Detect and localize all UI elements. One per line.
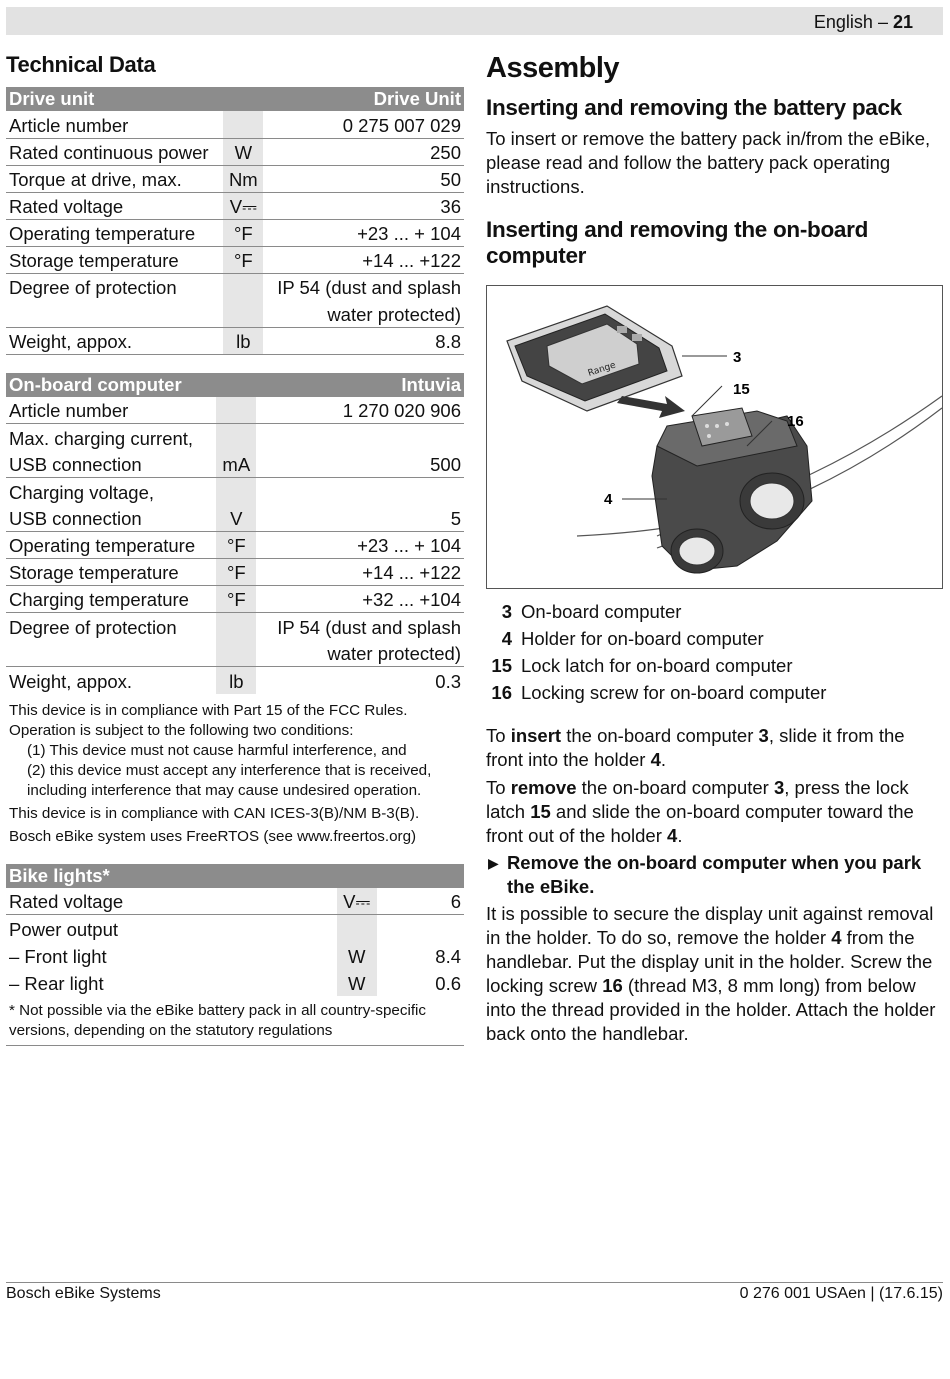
table-row (6, 424, 464, 451)
row-unit: mA (216, 451, 256, 478)
row-value: +14 ... +122 (263, 246, 464, 273)
row-unit: Nm (223, 165, 263, 192)
legend-text: Holder for on-board computer (521, 628, 764, 649)
callout-4: 4 (604, 491, 613, 508)
table-row (6, 138, 464, 165)
legend-text: Locking screw for on-board computer (521, 682, 827, 703)
table-row (6, 397, 464, 424)
fcc-intro: This device is in compliance with Part 15 of the FCC Rules. Operation is subject to the following two conditions: (9, 701, 408, 739)
row-value: 1 270 020 906 (256, 397, 464, 424)
footer-divider (6, 1282, 943, 1283)
display-range-text: Range (586, 360, 618, 379)
legend-item (486, 598, 943, 625)
callout-16: 16 (787, 413, 804, 430)
secure-instruction: It is possible to secure the display unit against removal in the holder. To do so, remove the holder 4 from the handlebar. Put the display unit in the holder. Screw the locking screw 16 (thread M3, 8 mm long) from below into the thread provided in the holder. Attach the holder back onto the handlebar. (486, 903, 936, 1044)
table-row (6, 667, 464, 694)
assembly-figure (486, 285, 943, 589)
insert-instruction: To insert the on-board computer 3, slide it from the front into the holder 4. (486, 725, 905, 770)
row-unit: lb (223, 327, 263, 354)
header-page-label (814, 12, 913, 33)
legend-item (486, 625, 943, 652)
row-unit: V⎓ (223, 192, 263, 219)
table-row-continued (6, 451, 464, 478)
table-row (6, 613, 464, 640)
row-value: IP 54 (dust and splash (277, 616, 461, 638)
row-value: 0 275 007 029 (263, 111, 464, 138)
row-label: Storage temperature (6, 559, 216, 586)
technical-data-title: Technical Data (6, 52, 156, 77)
header-language: English (813, 12, 873, 32)
table-row (6, 969, 464, 996)
row-value: +32 ... +104 (256, 586, 464, 613)
remove-instruction: To remove the on-board computer 3, press the lock latch 15 and slide the on-board computer toward the front out of the holder 4. (486, 777, 914, 846)
figure-legend (486, 598, 943, 706)
row-label: Article number (6, 111, 223, 138)
drive-unit-header-value: Drive Unit (263, 87, 464, 111)
page-number: 21 (892, 12, 913, 32)
computer-heading: Inserting and removing the on-board computer (486, 217, 869, 268)
footer-doc-id: 0 276 001 USAen | (17.6.15) (739, 1285, 943, 1302)
row-label: – Front light (9, 945, 107, 967)
fcc-condition-2: (2) this device must accept any interference that is received, including interference that may cause undesired operation. (27, 761, 432, 799)
footer-brand: Bosch eBike Systems (6, 1285, 161, 1302)
legend-text: Lock latch for on-board computer (521, 655, 793, 676)
fcc-condition-1: (1) This device must not cause harmful interference, and (27, 741, 407, 759)
row-unit (216, 397, 256, 424)
right-column (486, 52, 943, 1046)
table-row-continued (6, 505, 464, 532)
row-value: 8.8 (263, 327, 464, 354)
row-unit: °F (216, 559, 256, 586)
row-value: 8.4 (435, 945, 461, 967)
table-row (6, 888, 464, 915)
battery-text: To insert or remove the battery pack in/from the eBike, please read and follow the battery pack operating instructions. (486, 128, 931, 197)
ices-note: This device is in compliance with CAN ICES-3(B)/NM B-3(B). (9, 804, 420, 822)
row-label: Charging temperature (6, 586, 216, 613)
row-unit: V⎓ (337, 888, 377, 915)
table-row-continued (6, 640, 464, 667)
onboard-computer-table (6, 373, 464, 694)
row-value: 6 (377, 888, 464, 915)
row-unit: °F (216, 586, 256, 613)
row-unit (216, 613, 256, 640)
row-label: Power output (9, 918, 119, 940)
compliance-notes (6, 701, 464, 847)
row-value-continued: water protected) (263, 300, 464, 327)
legend-text: On-board computer (521, 601, 682, 622)
row-label: Torque at drive, max. (6, 165, 223, 192)
table-row (6, 165, 464, 192)
table-row (6, 532, 464, 559)
row-label: – Rear light (9, 972, 104, 994)
table-row (6, 246, 464, 273)
bike-lights-footnote: * Not possible via the eBike battery pack in all country-specific versions, depending on the statutory regulations (6, 996, 464, 1046)
header-separator: – (877, 12, 888, 32)
bike-lights-table (6, 864, 464, 996)
onboard-computer-illustration (487, 286, 942, 588)
table-row (6, 111, 464, 138)
row-label: Rated voltage (6, 192, 223, 219)
left-column (6, 52, 464, 1046)
row-unit: °F (223, 219, 263, 246)
row-label: Article number (6, 397, 216, 424)
table-row (6, 273, 464, 300)
header-bar (6, 7, 943, 35)
row-label: Storage temperature (6, 246, 223, 273)
row-label: Rated voltage (6, 888, 337, 915)
row-value: +14 ... +122 (256, 559, 464, 586)
row-unit (223, 273, 263, 300)
callout-3: 3 (733, 349, 742, 366)
row-unit: W (337, 969, 377, 996)
table-row (6, 219, 464, 246)
warning-bullet (486, 851, 943, 899)
battery-heading: Inserting and removing the battery pack (486, 95, 902, 120)
onboard-computer-header-label: On-board computer (6, 373, 216, 397)
onboard-computer-header-value: Intuvia (256, 373, 464, 397)
callout-15: 15 (733, 381, 750, 398)
legend-number: 3 (501, 601, 512, 622)
table-row (6, 559, 464, 586)
row-unit (223, 111, 263, 138)
row-label: Max. charging current, (9, 427, 194, 449)
warning-text: Remove the on-board computer when you park the eBike. (506, 852, 922, 897)
legend-number: 15 (491, 655, 512, 676)
table-row-continued (6, 300, 464, 327)
assembly-title: Assembly (486, 52, 620, 84)
row-unit: lb (216, 667, 256, 694)
table-row (6, 327, 464, 354)
row-value: 5 (256, 505, 464, 532)
row-unit: V (216, 505, 256, 532)
row-label-continued: USB connection (6, 505, 216, 532)
row-label: Charging voltage, (9, 481, 155, 503)
freertos-note: Bosch eBike system uses FreeRTOS (see www.freertos.org) (9, 827, 417, 845)
bike-lights-header-row (6, 864, 464, 888)
table-row (6, 478, 464, 505)
row-value: 250 (263, 138, 464, 165)
legend-item (486, 679, 943, 706)
row-label: Operating temperature (6, 532, 216, 559)
row-label: Weight, appox. (6, 327, 223, 354)
triangle-bullet-icon: ▶ (488, 855, 499, 871)
bike-lights-header-label: Bike lights* (6, 864, 337, 888)
row-label: Rated continuous power (6, 138, 223, 165)
drive-unit-table (6, 87, 464, 355)
row-value: 0.3 (435, 670, 461, 692)
drive-unit-header-label: Drive unit (6, 87, 223, 111)
row-label-continued: USB connection (6, 451, 216, 478)
drive-unit-header-row (6, 87, 464, 111)
legend-item (486, 652, 943, 679)
row-unit: W (223, 138, 263, 165)
row-value: 36 (263, 192, 464, 219)
row-unit: °F (216, 532, 256, 559)
row-label: Degree of protection (9, 277, 177, 298)
row-value: 500 (256, 451, 464, 478)
table-row (6, 915, 464, 942)
row-value-continued: water protected) (256, 640, 464, 667)
row-label: Degree of protection (9, 616, 177, 638)
table-row (6, 586, 464, 613)
row-value: 0.6 (435, 972, 461, 994)
row-unit: °F (223, 246, 263, 273)
legend-number: 16 (491, 682, 512, 703)
table-row (6, 192, 464, 219)
row-label: Weight, appox. (9, 670, 133, 692)
onboard-computer-header-row (6, 373, 464, 397)
row-value: +23 ... + 104 (263, 219, 464, 246)
legend-number: 4 (501, 628, 512, 649)
row-label: Operating temperature (6, 219, 223, 246)
row-value: 50 (263, 165, 464, 192)
row-value: +23 ... + 104 (256, 532, 464, 559)
row-value: IP 54 (dust and splash (277, 277, 461, 298)
table-row (6, 942, 464, 969)
row-unit: W (337, 942, 377, 969)
